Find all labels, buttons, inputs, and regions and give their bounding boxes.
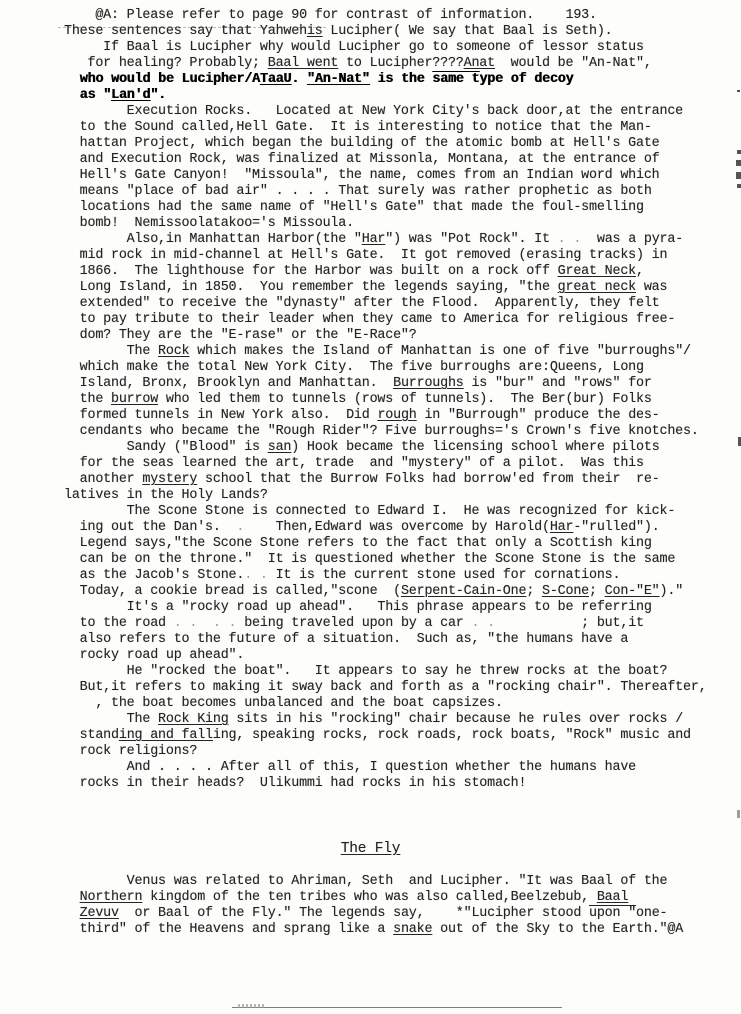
text-line [64, 328, 741, 344]
text-segment: Today, a cookie bread is called,"scone ( [64, 584, 401, 599]
underlined-text: Great Neck [557, 264, 637, 279]
text-segment: same t [432, 72, 480, 87]
text-segment: which make the total New York City. The five burroughs are:Queens, Long [64, 360, 644, 375]
text-segment: Hell's Gate Canyon! "Missoula", the name, comes from an Indian word which [64, 168, 660, 183]
underlined-text: snake [393, 922, 433, 937]
text-line [64, 776, 741, 792]
text-segment: means "place of bad air" . . . . That surely was rather prophetic as both [64, 184, 652, 199]
scan-edge-mark [737, 90, 740, 92]
text-segment: or Baal of the Fly." The legends say, *"Lucipher stood [118, 906, 590, 921]
underlined-text: Anat [463, 56, 495, 71]
text-segment: It's a "rocky road up ahead". This phrase appears to be referring [64, 600, 652, 615]
text-segment: . . [549, 232, 582, 247]
text-line [64, 168, 741, 184]
text-line [64, 600, 741, 616]
text-segment: ". [150, 88, 166, 103]
text-segment: ) Hook became the licensing school where pilots [291, 440, 660, 455]
text-segment: who would be Lucipher/A [64, 72, 260, 87]
text-segment: ; [526, 584, 542, 599]
scan-edge-mark [736, 160, 741, 166]
text-line [64, 472, 741, 488]
text-line [64, 440, 741, 456]
text-line [64, 584, 741, 600]
text-line [64, 792, 741, 808]
text-segment: But,it refers to making it sway back and forth as a "rocking chair". Thereafter, [64, 680, 707, 695]
text-segment: was [636, 280, 668, 295]
text-line [64, 760, 741, 776]
document-body [64, 8, 741, 938]
text-segment: , [636, 264, 644, 279]
text-line [64, 264, 741, 280]
text-segment: Legend says,"the Scone Stone refers to the fact that only a Scottish king [64, 536, 652, 551]
text-segment: being traveled upon by a car [236, 616, 464, 631]
text-segment: ing out the Dan's. [64, 520, 237, 535]
underlined-text: Lan'd [111, 88, 151, 103]
text-segment: Sandy ("Blood" is [64, 440, 268, 455]
text-segment: hattan Project, which began the building of the atomic bomb at Hell's Gate [64, 136, 660, 151]
underlined-text: is [306, 24, 323, 39]
text-segment: school that the Burrow Folks had borrow'ed from their re- [197, 472, 660, 487]
text-line [64, 616, 741, 632]
text-line [64, 120, 741, 136]
text-line [64, 488, 741, 504]
underlined-text: Con-"E" [604, 584, 660, 599]
text-segment: rocky road up ahead". [64, 648, 245, 663]
text-segment: to pay tribute to their leader when they came to America for religious free- [64, 312, 676, 327]
underlined-text: Har [549, 520, 574, 535]
text-segment: to the road [64, 616, 174, 631]
text-segment: Lucipher( We say that Baal is Seth). [322, 24, 613, 39]
text-segment: was a pyra- [581, 232, 684, 247]
scan-edge-mark [737, 810, 740, 818]
text-segment: And . . . . After all of this, I question whether the humans have [64, 760, 637, 775]
text-segment: would be "An-Nat", [494, 56, 652, 71]
text-segment: cendants who became the "Rough Rider"? Five burroughs='s Crown's five knotches. [64, 424, 699, 439]
text-segment: 1866. The lighthouse for the Harbor was built on a rock off [64, 264, 558, 279]
text-line [64, 424, 741, 440]
text-line [64, 712, 741, 728]
text-segment: the [64, 392, 112, 407]
text-line [64, 392, 741, 408]
text-line [64, 184, 741, 200]
text-line [64, 248, 741, 264]
text-segment: to Lucipher???? [338, 56, 464, 71]
text-line [64, 664, 741, 680]
text-segment: mid rock in mid-channel at Hell's Gate. It got removed (erasing tracks) in [64, 248, 668, 263]
text-line [64, 72, 741, 88]
text-line [64, 200, 741, 216]
text-line [64, 520, 741, 536]
text-segment [64, 890, 80, 905]
text-segment: ") was "Pot Rock". It [385, 232, 550, 247]
text-line [64, 216, 741, 232]
text-line [64, 408, 741, 424]
text-segment: for healing? Probably; [64, 56, 268, 71]
text-segment: . . [244, 568, 268, 583]
scan-edge-mark [736, 172, 741, 179]
text-segment: . . [463, 616, 495, 631]
text-segment: These sentences say that Yahweh [64, 24, 307, 39]
text-segment: , the boat becomes unbalanced and the boat capsizes. [64, 696, 503, 711]
text-segment: Island, Bronx, Brooklyn and Manhattan. [64, 376, 394, 391]
underlined-text: Burroughs [393, 376, 464, 391]
underlined-text: Northern [79, 890, 143, 905]
underlined-text: Har [361, 232, 386, 247]
text-line [64, 312, 741, 328]
underlined-text: The Fly [340, 841, 401, 857]
text-segment: stand [64, 728, 119, 743]
text-line [64, 728, 741, 744]
text-segment: He "rocked the boat". It appears to say he threw rocks at the boat? [64, 664, 668, 679]
text-segment: is "bur" and "rows" for [463, 376, 652, 391]
text-line [64, 360, 741, 376]
text-segment: rock religions? [64, 744, 198, 759]
text-line [64, 632, 741, 648]
underlined-text: Rock [158, 344, 190, 359]
text-line [64, 376, 741, 392]
text-segment: The [64, 712, 159, 727]
text-line [64, 8, 741, 24]
text-segment: It is the current stone used for cornations. [267, 568, 621, 583]
text-segment: who led them to tunnels (rows of tunnels). The Ber(bur) Folks [158, 392, 652, 407]
text-segment: for the seas learned the art, trade and "mystery" of a pilot. Was this [64, 456, 644, 471]
text-segment: third" of the Heavens and sprang like a [64, 922, 394, 937]
text-segment [64, 906, 80, 921]
underlined-text: san [267, 440, 292, 455]
text-segment: ; [589, 584, 605, 599]
text-segment: ing, speaking rocks, rock roads, rock boats, "Rock" music and [212, 728, 691, 743]
text-segment: If Baal is Lucipher why would Lucipher go to someone of lessor status [64, 40, 644, 55]
text-segment: sits in his "rocking" chair because he rules over rocks / [228, 712, 684, 727]
text-line [64, 696, 741, 712]
underlined-text: Baal went [267, 56, 339, 71]
text-segment: upon " [589, 906, 637, 921]
underlined-text: TaaU [259, 72, 292, 87]
text-segment: and Execution Rock, was finalized at Missonla, Montana, at the entrance of [64, 152, 660, 167]
text-segment: . . . . [173, 616, 237, 631]
text-line [64, 296, 741, 312]
text-segment: formed tunnels in New York also. Did [64, 408, 378, 423]
text-line [64, 56, 741, 72]
scan-edge-mark [737, 150, 741, 154]
text-segment: Long Island, in 1850. You remember the legends saying, "the [64, 280, 558, 295]
underlined-text: rough [377, 408, 417, 423]
underlined-text: Rock King [158, 712, 229, 727]
text-segment: )." [659, 584, 684, 599]
text-segment: @A: Please refer to page 90 for contrast of information. 193. [64, 8, 597, 23]
text-line [64, 504, 741, 520]
text-line [64, 456, 741, 472]
text-segment: another [64, 472, 143, 487]
text-line [64, 808, 741, 824]
text-line [64, 536, 741, 552]
text-segment: ; but,it [494, 616, 644, 631]
text-segment: one- [636, 906, 668, 921]
text-line [64, 824, 741, 840]
text-segment: rocks in their heads? Ulikummi had rocks in his stomach! [64, 776, 527, 791]
text-line [64, 152, 741, 168]
scan-line-bottom [232, 1007, 562, 1008]
underlined-text: "An-Nat" [306, 72, 370, 87]
text-segment: latives in the Holy Lands? [64, 488, 268, 503]
text-segment: dom? They are the "E-rase" or the "E-Race"? [64, 328, 417, 343]
text-line [64, 906, 741, 922]
text-segment: as the Jacob's Stone. [64, 568, 245, 583]
text-segment: . [236, 520, 253, 535]
text-line [64, 858, 741, 874]
text-line [64, 280, 741, 296]
underlined-text: Baal [596, 890, 629, 905]
text-line [64, 874, 741, 890]
text-line [64, 344, 741, 360]
underlined-text: mystery [142, 472, 198, 487]
text-segment: kingdom of the ten tribes who was also called,Beelzebub, [142, 890, 597, 905]
text-line [64, 88, 741, 104]
text-line [64, 648, 741, 664]
text-segment: Then,Edward was overcome by Harold( [252, 520, 550, 535]
text-line [64, 104, 741, 120]
text-segment: to the Sound called,Hell Gate. It is interesting to notice that the Man- [64, 120, 652, 135]
text-line [64, 136, 741, 152]
underlined-text: ing and fall [118, 728, 213, 743]
text-segment: locations had the same name of "Hell's Gate" that made the foul-smelling [64, 200, 644, 215]
text-line [64, 568, 741, 584]
text-segment: The [64, 344, 159, 359]
underlined-text: great neck [557, 280, 637, 295]
text-line [64, 552, 741, 568]
text-segment: Also,in Manhattan Harbor(the " [64, 232, 362, 247]
scan-smudge-top [58, 27, 326, 28]
underlined-text: burrow [111, 392, 159, 407]
text-segment: Venus was related to Ahriman, Seth and Lucipher. "It was Baal of the [64, 874, 668, 889]
underlined-text: S-Cone [541, 584, 589, 599]
text-line [64, 232, 741, 248]
underlined-text: Serpent-Cain-One [400, 584, 527, 599]
text-line [64, 40, 741, 56]
text-segment: which makes the Island of Manhattan is one of five "burroughs"/ [189, 344, 691, 359]
text-line [64, 890, 741, 906]
scan-smudge-bottom [238, 1004, 264, 1008]
text-segment: as " [64, 88, 112, 103]
text-line [64, 680, 741, 696]
scan-edge-mark [737, 184, 741, 188]
text-segment: in "Burrough" produce the des- [416, 408, 660, 423]
text-segment: -"rulled"). [573, 520, 660, 535]
text-segment: ype of decoy [479, 72, 574, 87]
text-segment: The Scone Stone is connected to Edward I. He was recognized for kick- [64, 504, 676, 519]
text-segment: . [291, 72, 307, 87]
text-segment: out of the Sky to the Earth."@A [432, 922, 684, 937]
text-segment: also refers to the future of a situation. Such as, "the humans have a [64, 632, 629, 647]
section-heading [0, 840, 741, 858]
text-segment: Execution Rocks. Located at New York City's back door,at the entrance [64, 104, 684, 119]
text-line [64, 744, 741, 760]
text-segment: is the [369, 72, 433, 87]
underlined-text: Zevuv [79, 906, 119, 921]
text-segment: extended" to receive the "dynasty" after the Flood. Apparently, they felt [64, 296, 660, 311]
text-segment: can be on the throne." It is questioned whether the Scone Stone is the same [64, 552, 676, 567]
text-segment: bomb! Nemissoolatakoo='s Missoula. [64, 216, 354, 231]
text-line [64, 922, 741, 938]
